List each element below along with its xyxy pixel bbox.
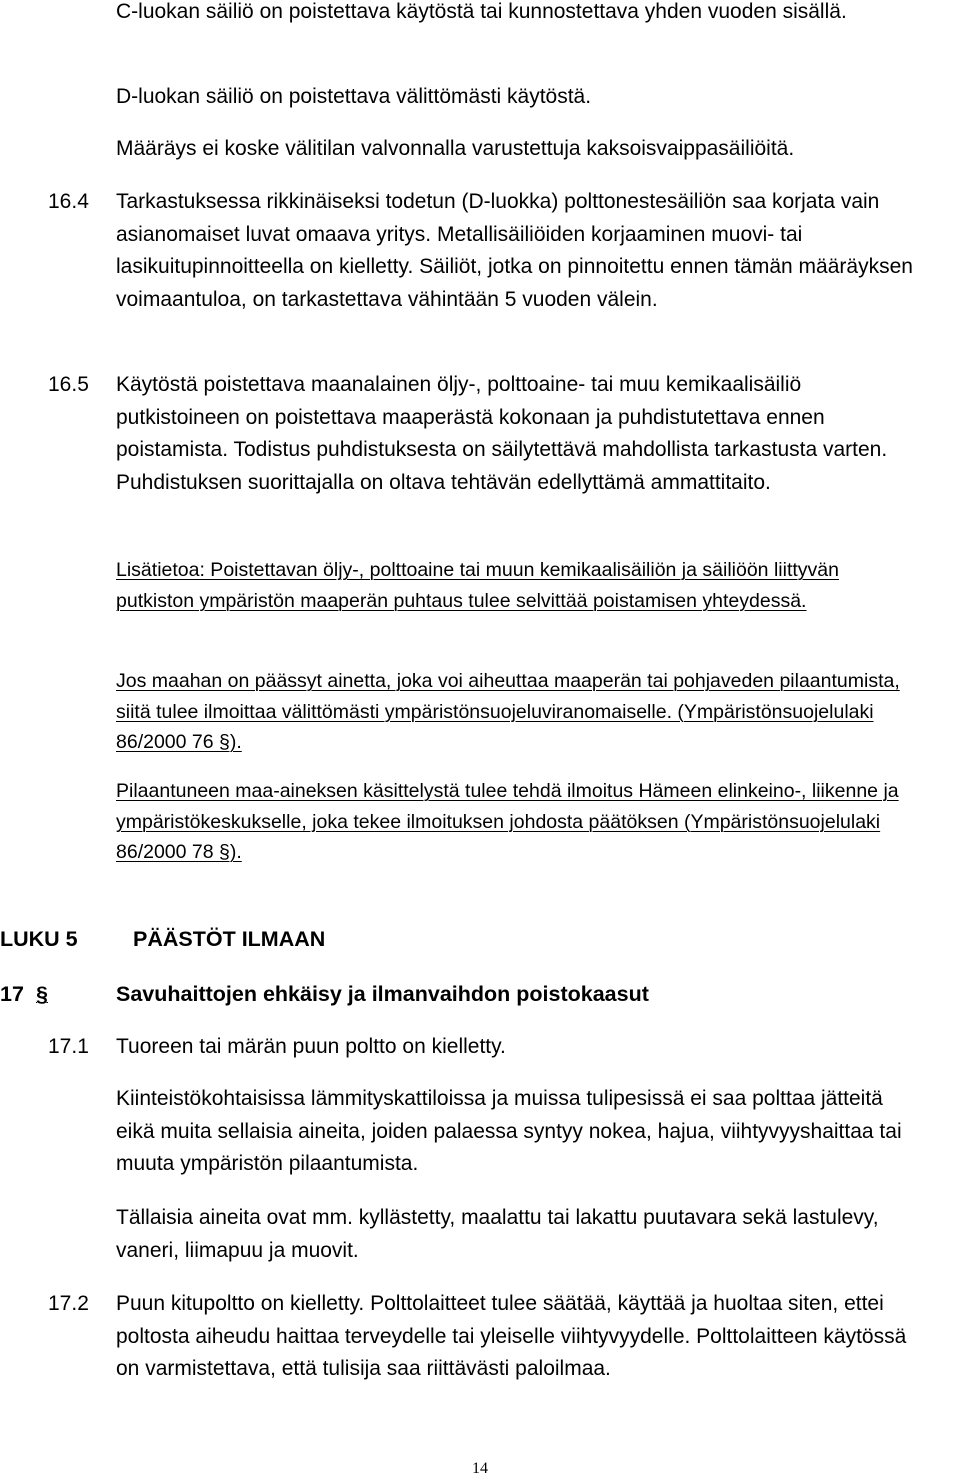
section-title: Savuhaittojen ehkäisy ja ilmanvaihdon poistokaasut [116,982,649,1006]
item-text: Käytöstä poistettava maanalainen öljy-, polttoaine- tai muu kemikaalisäiliö putkistoineen on poistettava maaperästä kokonaan ja puhdistutettava ennen poistamista. Todistus puhdistuksesta on säilytettävä mahdollista tarkastusta varten. Puhdistuksen suorittajalla on oltava tehtävän edellyttämä ammattitaito. [116,373,888,494]
paragraph-c-class: C-luokan säiliö on poistettava käytöstä tai kunnostettava yhden vuoden sisällä. [116,0,847,23]
info-paragraph-1: Lisätietoa: Poistettavan öljy-, polttoaine tai muun kemikaalisäiliön ja säiliöön liittyvän putkiston ympäristön maaperän puhtaus tulee selvittää poistamisen yhteydessä. [116,559,839,612]
section-symbol: § [36,982,48,1006]
page-number: 14 [472,1460,488,1477]
item-number: 16.5 [48,373,89,396]
item-number: 16.4 [48,190,89,213]
section-number: 17 [0,982,24,1006]
item-number: 17.1 [48,1035,89,1058]
chapter-title: PÄÄSTÖT ILMAAN [133,927,326,951]
info-paragraph-2: Jos maahan on päässyt ainetta, joka voi aiheuttaa maaperän tai pohjaveden pilaantumista, siitä tulee ilmoittaa välittömästi ympäristönsuojeluviranomaiselle. (Ympäristönsuojelulaki 86/2000 76 §). [116,670,900,753]
item-text: Tarkastuksessa rikkinäiseksi todetun (D-luokka) polttonestesäiliön saa korjata vain asianomaiset luvat omaava yritys. Metallisäiliöiden korjaaminen muovi- tai lasikuitupinnoitteella on kielletty. Säiliöt, jotka on pinnoitettu ennen tämän määräyksen voimaantuloa, on tarkastettava vähintään 5 vuoden välein. [116,190,913,311]
item-text: Tuoreen tai märän puun poltto on kielletty. [116,1035,506,1058]
item-number: 17.2 [48,1292,89,1315]
item-paragraph-3: Tällaisia aineita ovat mm. kyllästetty, maalattu tai lakattu puutavara sekä lastulevy, vaneri, liimapuu ja muovit. [116,1206,879,1262]
paragraph-exemption: Määräys ei koske välitilan valvonnalla varustettuja kaksoisvaippasäiliöitä. [116,137,795,160]
item-paragraph-2: Kiinteistökohtaisissa lämmityskattiloissa ja muissa tulipesissä ei saa polttaa jätteitä eikä muita sellaisia aineita, joiden palaessa syntyy nokea, hajua, viihtyvyyshaittaa tai muuta ympäristön pilaantumista. [116,1087,902,1175]
chapter-number: LUKU 5 [0,927,78,951]
paragraph-d-class: D-luokan säiliö on poistettava välittömästi käytöstä. [116,85,592,108]
info-paragraph-3: Pilaantuneen maa-aineksen käsittelystä tulee tehdä ilmoitus Hämeen elinkeino-, liikenne ja ympäristökeskukselle, joka tekee ilmoituksen johdosta päätöksen (Ympäristönsuojelulaki 86/2000 78 §). [116,780,899,863]
item-text: Puun kitupoltto on kielletty. Polttolaitteet tulee säätää, käyttää ja huoltaa siten, ettei poltosta aiheudu haittaa terveydelle tai yleiselle viihtyvyydelle. Polttolaitteen käytössä on varmistettava, että tulisija saa riittävästi paloilmaa. [116,1292,907,1380]
